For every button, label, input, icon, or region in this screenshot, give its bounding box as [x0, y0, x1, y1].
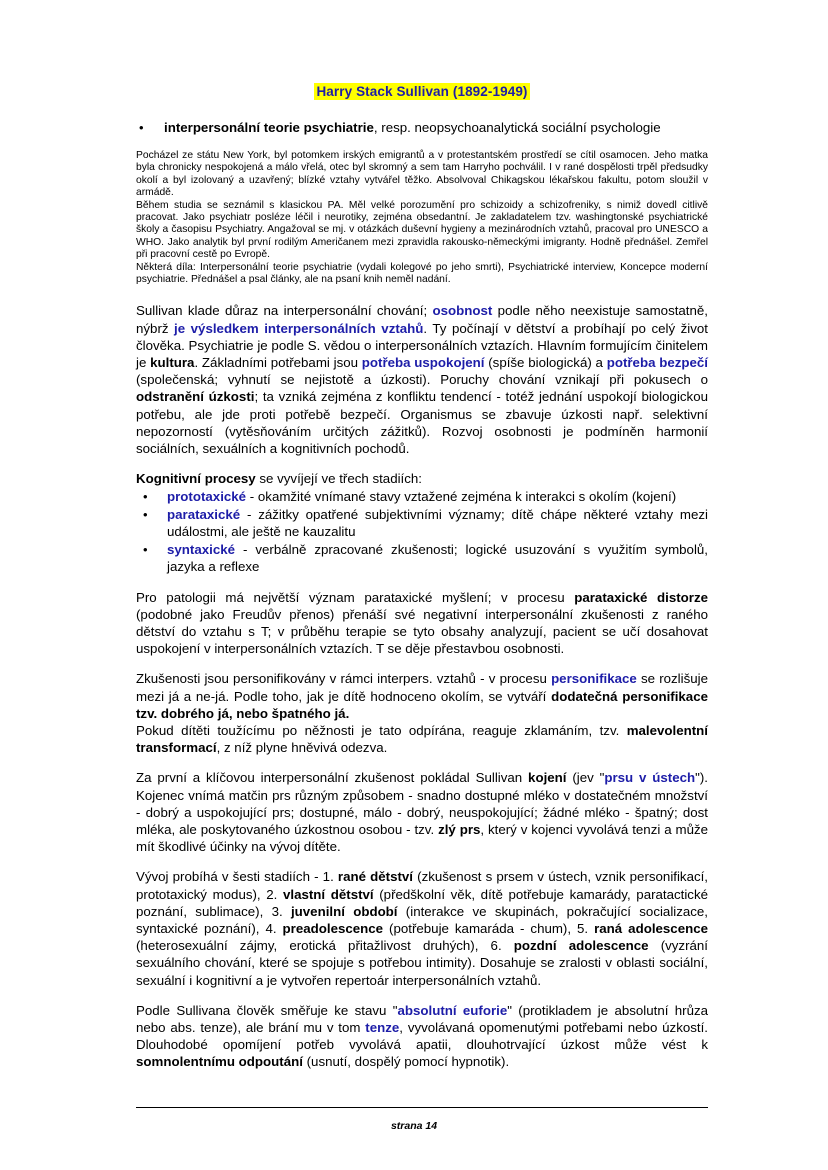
text-run: , vyvolávaná opomenutými potřebami nebo úzkostí. Dlouhodobé opomíjení potřeb vyvolává apatii, dlouhotrvající úzkost může vést k	[136, 1019, 708, 1053]
page-number-footer: strana 14	[390, 1120, 438, 1132]
term-osobnost: osobnost	[432, 303, 493, 319]
term-absolutni-euforie: absolutní euforie	[397, 1002, 508, 1018]
text-run: , který v kojenci vyvolává tenzi a může mít škodlivé účinky na vývoj dítěte.	[136, 821, 709, 855]
list-item-text: - zážitky opatřené subjektivními významy; dítě chápe některé vztahy mezi událostmi, ale ještě ne kauzalitu	[167, 506, 708, 539]
text-run: "). Kojenec vnímá matčin prs různým způsobem - snadno dostupné mléko v dostatečném množství - dobrý a uspokojující prs; dostupné, málo - dobrý, neuspokojující; žádné mléko - špatný; dost mléka, ale poskytovaného úzkostnou osobou - tzv.	[136, 770, 708, 837]
term-syntaxicke: syntaxické	[167, 542, 236, 558]
text-run: (usnutí, dospělý pomocí hypnotik).	[302, 1054, 510, 1070]
term-parataxicke: parataxické	[167, 506, 241, 522]
term-kojeni: kojení	[528, 770, 567, 786]
paragraph-developmental-stages	[136, 868, 708, 988]
top-bullet-bold: interpersonální teorie psychiatrie	[164, 120, 374, 135]
page-title-highlight: Harry Stack Sullivan (1892-1949)	[316, 84, 528, 99]
text-run: , z níž plyne hněvivá odezva.	[216, 740, 388, 756]
top-bullet-rest: , resp. neopsychoanalytická sociální psychologie	[373, 120, 661, 135]
biography-paragraph-1: Pocházel ze státu New York, byl potomkem irských emigrantů a v protestantském prostředí se cítil osamocen. Jeho matka byla chronicky nespokojená a málo vřelá, otec byl skromný a sem tam Harryho pochválil. I v rané dospělosti trpěl předsudky okolí a byl izolovaný a uzavřený; blízké vztahy vytvářel těžko. Absolvoval Chikagskou lékařskou fakultu, potom sloužil v armádě.	[136, 150, 708, 199]
stage-rane-detstvi: rané dětství	[337, 869, 413, 885]
text-run: " (protikladem je absolutní hrůza nebo abs. tenze), ale brání mu v tom	[136, 1002, 709, 1035]
term-zly-prs: zlý prs	[438, 821, 481, 837]
term-prsu-v-ustech: prsu v ústech	[604, 770, 696, 786]
cognitive-heading-rest: se vyvíjejí ve třech stadiích:	[255, 471, 422, 487]
bullet-marker-icon: •	[143, 488, 148, 504]
top-bullet-item	[136, 119, 708, 136]
top-bullet-text	[164, 119, 708, 136]
text-run: (společenská; vyhnutí se nejistotě a úzkosti). Poruchy chování vznikají při pokusech o	[136, 372, 708, 388]
term-prototaxicke: prototaxické	[167, 488, 247, 504]
term-dodatecna-personifikace: dodatečná personifikace tzv. dobrého já, nebo špatného já.	[136, 688, 708, 721]
term-potreba-uspokojeni: potřeba uspokojení	[361, 355, 485, 371]
list-item	[136, 488, 708, 505]
text-run: podle něho neexistuje samostatně, nýbrž	[136, 303, 708, 336]
list-item-text: - verbálně zpracované zkušenosti; logické usuzování s využitím symbolů, jazyka a reflexe	[167, 542, 708, 575]
text-run: Vývoj probíhá v šesti stadiích - 1.	[136, 869, 338, 885]
list-item	[136, 541, 708, 575]
term-parataxicka-distorze: parataxické distorze	[574, 589, 709, 605]
text-run: (spíše biologická) a	[484, 355, 607, 371]
text-run: ; ta vzniká zejména z konfliktu tendencí - totéž jednání uspokojí biologickou potřebu, ale jde proti potřebě bezpečí. Organismus se zbavuje úzkosti např. selektivní nepozorností (vytěsňováním určitých zážitků). Rozvoj osobnosti je podmíněn harmonií sociálních, sexuálních a kognitivních pochodů.	[136, 389, 708, 457]
text-run: Sullivan klade důraz na interpersonální chování;	[136, 303, 433, 319]
term-malevolentni-transformace: malevolentní transformací	[136, 722, 708, 756]
paragraph-personification	[136, 670, 708, 722]
text-run: (potřebuje kamaráda - chum), 5.	[383, 920, 595, 936]
paragraph-personality	[136, 302, 708, 457]
stage-vlastni-detstvi: vlastní dětství	[282, 886, 374, 902]
paragraph-pathology	[136, 589, 708, 658]
term-vysledek-vztahu: je výsledkem interpersonálních vztahů	[174, 320, 424, 336]
text-run: (předškolní věk, dítě potřebuje kamarády, paratactické poznání, sublimace), 3.	[136, 886, 708, 919]
text-run: Pro patologii má největší význam parataxické myšlení; v procesu	[136, 589, 575, 605]
term-somnolentni-odpoutani: somnolentnímu odpoutání	[136, 1054, 303, 1070]
text-run: . Ty počínají v dětství a probíhají po celý život člověka. Psychiatrie je podle S. vědou o interpersonálních vztazích. Hlavním formujícím činitelem je	[136, 320, 708, 371]
text-run: (jev "	[566, 770, 605, 786]
text-run: se rozlišuje mezi já a ne-já. Podle toho, jak je dítě hodnoceno okolím, se vytváří	[136, 671, 708, 704]
stage-juvenilni-obdobi: juvenilní období	[290, 903, 398, 919]
bullet-marker-icon: •	[139, 120, 144, 135]
term-odstraneni-uzkosti: odstranění úzkosti	[136, 389, 255, 405]
cognitive-heading-bold: Kognitivní procesy	[136, 471, 256, 487]
page-title	[136, 84, 708, 99]
text-run: (zkušenost s prsem v ústech, vznik personifikací, prototaxický modus), 2.	[136, 869, 709, 902]
biography-paragraph-3: Některá díla: Interpersonální teorie psychiatrie (vydali kolegové po jeho smrti), Psychiatrické interview, Koncepce moderní psychiatrie. Přednášel a psal články, ale na psaní knih neměl nadání.	[136, 261, 708, 286]
paragraph-malevolent	[136, 722, 708, 756]
biography-paragraph-2: Během studia se seznámil s klasickou PA. Měl velké porozumění pro schizoidy a schizofreniky, s nimiž dovedl citlivě pracovat. Jako psychiatr posléze léčil i neurotiky, zejména obsedantní. Je zakladatelem tzv. washingtonské psychiatrické školy a časopisu Psychiatry. Angažoval se mj. v otázkách duševní hygieny a mezinárodních vztahů, pracoval pro UNESCO a WHO. Jako analytik byl první rodilým Američanem mezi zpravidla rakousko-německými imigranty. Hodně přednášel. Zemřel při pracovní cestě po Evropě.	[136, 199, 708, 261]
text-run: (heterosexuální zájmy, erotická přitažlivost druhých), 6.	[136, 938, 514, 954]
text-run: (vyzrání sexuálního chování, které se spojuje s potřebou intimity). Dosahuje se zralosti v oblasti sociální, sexuální i kognitivní a je vytvořen repertoár interpersonálních vztahů.	[136, 938, 708, 988]
cognitive-stages-list	[136, 488, 708, 576]
term-kultura: kultura	[150, 355, 195, 371]
list-item	[136, 506, 708, 540]
text-run: (podobné jako Freudův přenos) přenáší své negativní interpersonální zkušenosti z raného dětství do vztahu s T; v průběhu terapie se tyto obsahy analyzují, pacient se učí dosahovat uspokojení v interpersonálních vztazích. T se děje přestavbou osobnosti.	[136, 606, 708, 657]
biography-block	[136, 150, 708, 286]
term-tenze: tenze	[365, 1019, 400, 1035]
list-item-text: - okamžité vnímané stavy vztažené zejména k interakci s okolím (kojení)	[246, 488, 677, 504]
term-potreba-bezpeci: potřeba bezpečí	[606, 355, 708, 371]
paragraph-euphoria	[136, 1002, 708, 1071]
bullet-marker-icon: •	[143, 542, 148, 558]
text-run: . Základními potřebami jsou	[194, 355, 362, 371]
text-run: Pokud dítěti toužícímu po něžnosti je tato odpírána, reaguje zklamáním, tzv.	[136, 722, 627, 738]
stage-pozdni-adolescence: pozdní adolescence	[513, 938, 649, 954]
footer-divider	[136, 1107, 708, 1108]
cognitive-heading	[136, 470, 708, 487]
stage-rana-adolescence: raná adolescence	[594, 920, 709, 936]
term-personifikace: personifikace	[551, 671, 637, 687]
stage-preadolescence: preadolescence	[282, 920, 384, 936]
text-run: Za první a klíčovou interpersonální zkušenost pokládal Sullivan	[136, 770, 529, 786]
text-run: (interakce ve skupinách, pokračující socializace, syntaxické poznání), 4.	[136, 903, 709, 936]
text-run: Podle Sullivana člověk směřuje ke stavu "	[136, 1002, 398, 1018]
paragraph-nursing	[136, 769, 708, 855]
bullet-marker-icon: •	[143, 506, 148, 522]
text-run: Zkušenosti jsou personifikovány v rámci interpers. vztahů - v procesu	[136, 671, 552, 687]
